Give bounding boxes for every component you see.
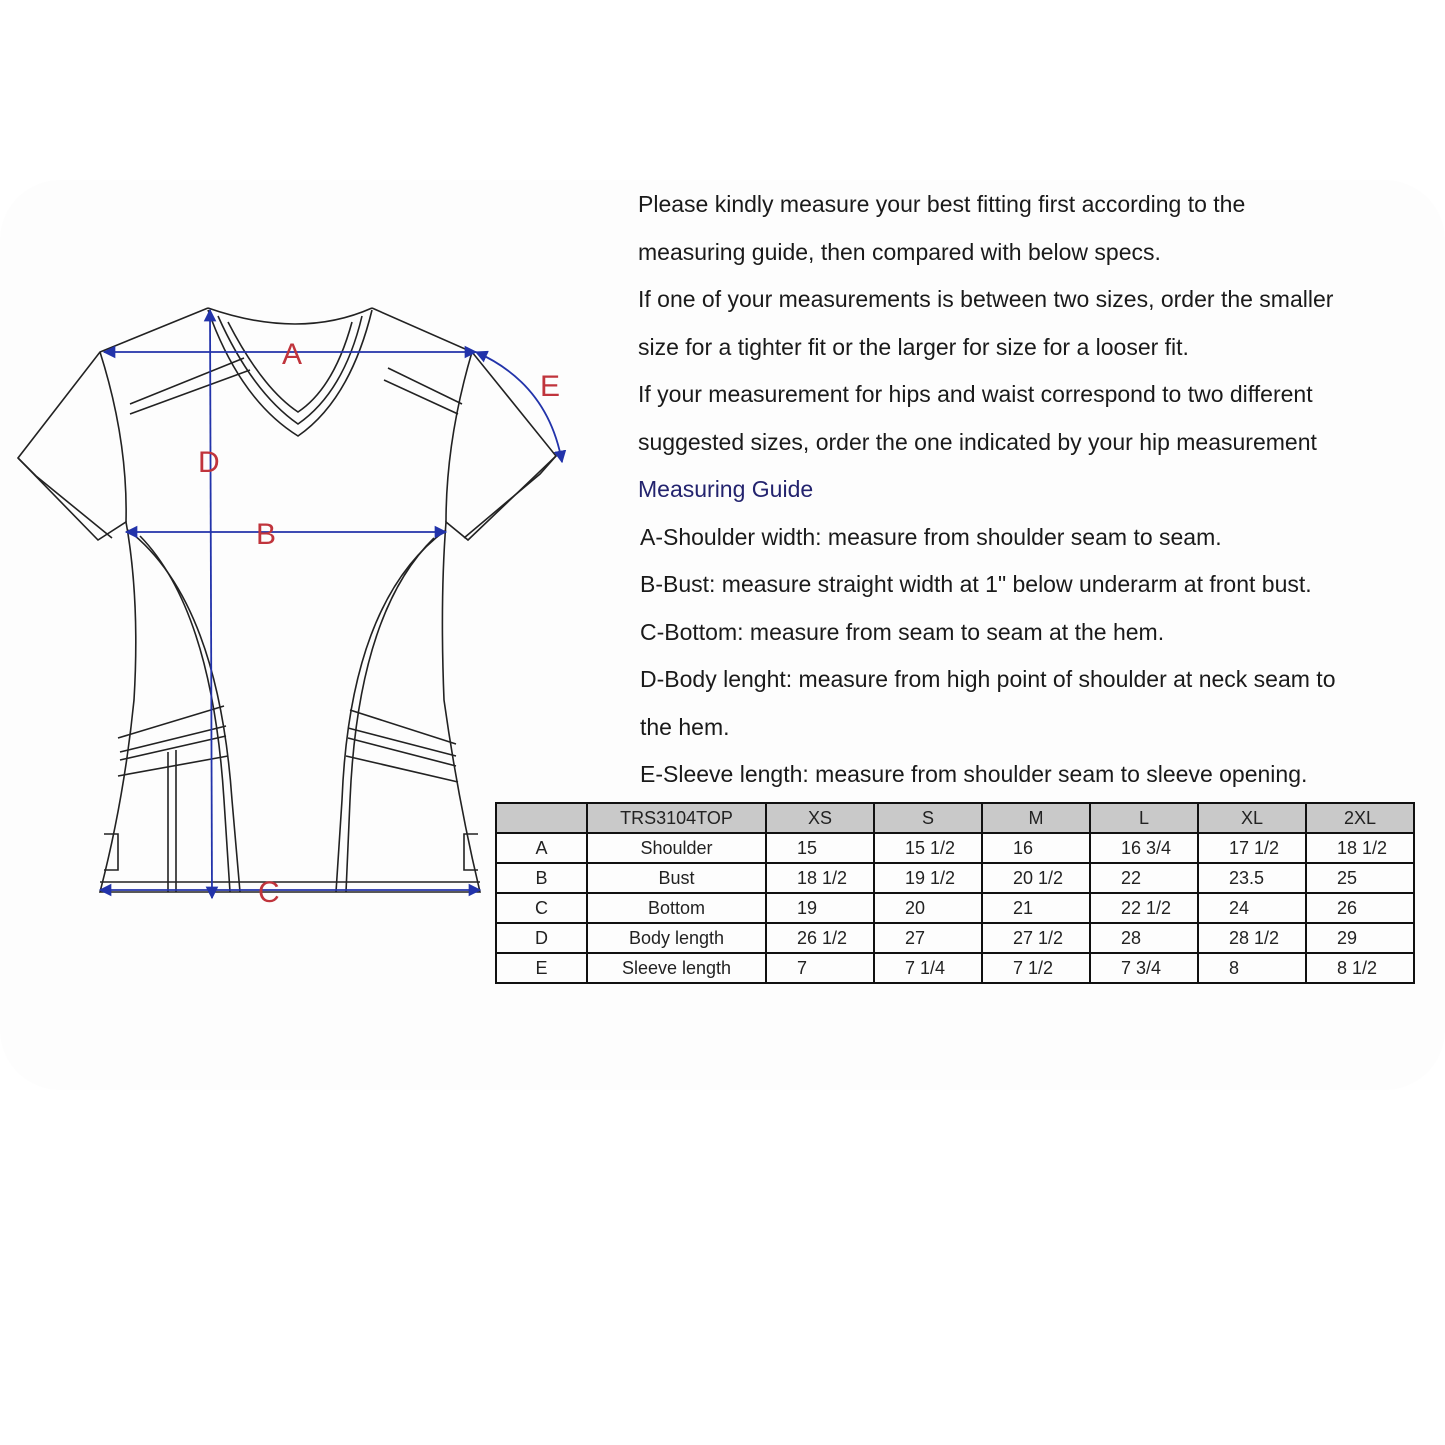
cell-value: 28	[1090, 923, 1198, 953]
cell-value: 27	[874, 923, 982, 953]
cell-value: 28 1/2	[1198, 923, 1306, 953]
header-cell-m: M	[982, 803, 1090, 833]
row-key: B	[496, 863, 587, 893]
right-pocket-line-4	[346, 756, 458, 782]
guide-line-c: C-Bottom: measure from seam to seam at the hem.	[640, 618, 1165, 645]
cell-value: 20 1/2	[982, 863, 1090, 893]
cell-value: 24	[1198, 893, 1306, 923]
table-row	[496, 833, 1414, 863]
measurement-arrows	[100, 310, 562, 898]
row-measurement: Shoulder	[587, 833, 766, 863]
left-raglan-seam-2	[130, 370, 250, 414]
guide-line-a: A-Shoulder width: measure from shoulder seam to seam.	[640, 523, 1222, 550]
row-key: A	[496, 833, 587, 863]
cell-value: 8	[1198, 953, 1306, 983]
cell-value: 27 1/2	[982, 923, 1090, 953]
table-row	[496, 923, 1414, 953]
arrow-e	[476, 352, 562, 462]
table-header-row	[496, 803, 1414, 833]
table-row	[496, 893, 1414, 923]
cell-value: 26 1/2	[766, 923, 874, 953]
left-pocket-inner	[168, 750, 176, 892]
row-measurement: Body length	[587, 923, 766, 953]
label-e: E	[540, 370, 561, 403]
cell-value: 25	[1306, 863, 1414, 893]
header-cell-xl: XL	[1198, 803, 1306, 833]
table-row	[496, 953, 1414, 983]
right-pocket-line-1	[350, 710, 456, 744]
label-d: D	[198, 446, 220, 479]
cell-value: 15 1/2	[874, 833, 982, 863]
intro-line: If one of your measurements is between two sizes, order the smaller	[638, 286, 1334, 312]
right-princess-seam-2	[346, 538, 434, 892]
label-a: A	[282, 338, 303, 371]
intro-line: suggested sizes, order the one indicated by your hip measurement	[638, 428, 1317, 455]
cell-value: 7 1/2	[982, 953, 1090, 983]
cell-value: 23.5	[1198, 863, 1306, 893]
cell-value: 20	[874, 893, 982, 923]
row-measurement: Bottom	[587, 893, 766, 923]
cell-value: 22 1/2	[1090, 893, 1198, 923]
header-cell-s: S	[874, 803, 982, 833]
arrow-d	[210, 310, 212, 898]
cell-value: 7 1/4	[874, 953, 982, 983]
cell-value: 17 1/2	[1198, 833, 1306, 863]
row-key: C	[496, 893, 587, 923]
left-princess-seam	[128, 530, 240, 892]
neckline	[208, 308, 372, 324]
guide-line-b: B-Bust: measure straight width at 1" below underarm at front bust.	[640, 571, 1312, 597]
intro-line: measuring guide, then compared with below specs.	[638, 238, 1161, 265]
cell-value: 8 1/2	[1306, 953, 1414, 983]
header-cell	[496, 803, 587, 833]
cell-value: 16	[982, 833, 1090, 863]
row-key: D	[496, 923, 587, 953]
row-measurement: Sleeve length	[587, 953, 766, 983]
header-cell-l: L	[1090, 803, 1198, 833]
right-armhole	[446, 352, 472, 522]
guide-line-e: E-Sleeve length: measure from shoulder seam to sleeve opening.	[640, 761, 1308, 787]
instructions-text	[638, 184, 1398, 802]
label-c: C	[258, 876, 280, 909]
cell-value: 16 3/4	[1090, 833, 1198, 863]
left-raglan-seam	[130, 358, 244, 404]
cell-value: 7 3/4	[1090, 953, 1198, 983]
guide-line-d-cont: the hem.	[640, 713, 730, 740]
scrub-top-outline	[18, 308, 556, 892]
header-cell-xs: XS	[766, 803, 874, 833]
intro-line: If your measurement for hips and waist correspond to two different	[638, 381, 1313, 407]
left-princess-seam-2	[140, 536, 230, 892]
guide-line-d: D-Body lenght: measure from high point of shoulder at neck seam to	[640, 666, 1336, 692]
cell-value: 26	[1306, 893, 1414, 923]
header-cell-style: TRS3104TOP	[587, 803, 766, 833]
table-row	[496, 863, 1414, 893]
body-outline	[18, 308, 556, 892]
header-cell-2xl: 2XL	[1306, 803, 1414, 833]
left-armhole	[100, 352, 126, 522]
cell-value: 21	[982, 893, 1090, 923]
cell-value: 18 1/2	[1306, 833, 1414, 863]
label-b: B	[256, 518, 277, 551]
cell-value: 29	[1306, 923, 1414, 953]
row-key: E	[496, 953, 587, 983]
size-chart-table	[495, 802, 1415, 984]
row-measurement: Bust	[587, 863, 766, 893]
intro-line: Please kindly measure your best fitting first according to the	[638, 191, 1246, 217]
cell-value: 19 1/2	[874, 863, 982, 893]
left-sleeve-cuff	[18, 458, 112, 538]
cell-value: 7	[766, 953, 874, 983]
cell-value: 19	[766, 893, 874, 923]
intro-line: size for a tighter fit or the larger for size for a looser fit.	[638, 333, 1189, 360]
cell-value: 15	[766, 833, 874, 863]
cell-value: 22	[1090, 863, 1198, 893]
measuring-guide-title: Measuring Guide	[638, 476, 814, 502]
left-pocket-line-1	[118, 706, 224, 738]
cell-value: 18 1/2	[766, 863, 874, 893]
